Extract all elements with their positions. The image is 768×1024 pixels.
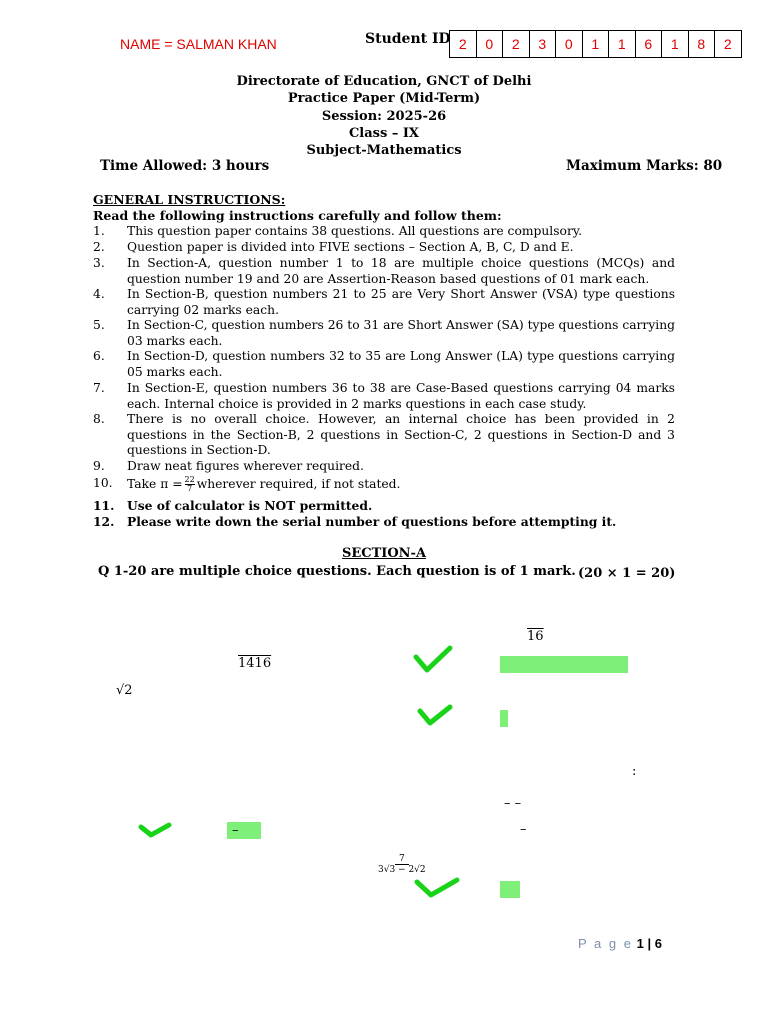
instruction-item [93,287,675,318]
instruction-item [93,256,675,287]
header-class: Class – IX [348,125,420,141]
instruction-text: Draw neat figures wherever required. [127,459,364,473]
instruction-item [93,459,675,475]
student-id-label: Student ID [365,31,451,47]
instruction-text: In Section-A, question number 1 to 18 are multiple choice questions (MCQs) and question number 19 and 20 are Assertion-Reason based questions of 01 mark each. [127,256,675,286]
student-id-digit: 8 [689,31,716,57]
instruction-text: In Section-D, question numbers 32 to 35 are Long Answer (LA) type questions carrying 05 marks each. [127,349,675,379]
instruction-number: 6. [93,349,105,363]
student-id-digit: 2 [503,31,530,57]
colon-fragment: : [632,764,637,779]
instruction-text: Use of calculator is NOT permitted. [127,498,373,513]
dash-fragment: – [520,822,527,837]
instruction-item [93,224,675,240]
answer-highlight [500,710,508,727]
instruction-number: 2. [93,240,105,254]
page-separator: | [647,936,652,951]
student-id-digit: 1 [583,31,610,57]
instruction-number: 7. [93,381,105,395]
overline-fragment-16: 16 [527,629,544,644]
student-id-digit: 3 [530,31,557,57]
answer-highlight [500,656,628,673]
instruction-text: Question paper is divided into FIVE sections – Section A, B, C, D and E. [127,240,574,254]
pi-prefix: Take π = [127,477,183,491]
instructions-title: GENERAL INSTRUCTIONS: [93,192,286,207]
check-mark-icon [138,821,172,841]
dash-fragment: – – [504,796,522,811]
fraction-numerator: 7 [395,854,409,865]
student-name: NAME = SALMAN KHAN [120,36,277,52]
student-id-digit: 1 [609,31,636,57]
instruction-number: 3. [93,256,105,270]
header-session: Session: 2025-26 [321,108,447,124]
instruction-item [93,476,675,493]
pi-suffix: wherever required, if not stated. [196,477,401,491]
section-subtitle: Q 1-20 are multiple choice questions. Each question is of 1 mark. [98,564,576,579]
student-id-digit: 1 [662,31,689,57]
student-id-digit: 2 [723,36,732,52]
header-subject: Subject-Mathematics [306,143,462,159]
instruction-text [127,476,675,493]
instruction-item [93,381,675,412]
instruction-item [93,412,675,459]
instruction-number: 1. [93,224,105,238]
maximum-marks: Maximum Marks: 80 [566,158,723,174]
instruction-number: 8. [93,412,105,426]
pi-fraction [185,476,195,493]
instruction-number: 9. [93,459,105,473]
student-id-boxes [449,30,742,58]
page-footer [578,936,662,951]
overline-fragment-1416: 1416 [238,656,272,671]
student-id-digit: 2 [450,31,477,57]
section-marks: (20 × 1 = 20) [578,566,676,581]
instruction-text: In Section-C, question numbers 26 to 31 are Short Answer (SA) type questions carrying 03 marks each. [127,318,675,348]
fraction-fragment [378,846,426,875]
page-total: 6 [654,936,662,951]
instruction-number: 12. [93,514,115,529]
instruction-number: 4. [93,287,105,301]
instruction-item [93,514,675,530]
check-mark-icon [417,701,453,729]
instruction-number: 5. [93,318,105,332]
student-id-digit: 6 [636,31,663,57]
sqrt-fragment: √2 [116,683,133,698]
instruction-number: 11. [93,498,115,513]
student-id-digit: 0 [556,31,583,57]
fraction [378,854,426,875]
instruction-text: There is no overall choice. However, an internal choice has been provided in 2 questions in the Section-B, 2 questions in Section-C, 2 questions in Section-D and 3 questions in Section-D. [127,412,675,458]
student-id-digit: 0 [477,31,504,57]
section-title: SECTION-A [341,546,427,561]
time-allowed: Time Allowed: 3 hours [100,158,270,174]
instruction-item [93,349,675,380]
instruction-text: In Section-E, question numbers 36 to 38 are Case-Based questions carrying 04 marks each. Internal choice is provided in 2 marks questions in each case study. [127,381,675,411]
header-directorate: Directorate of Education, GNCT of Delhi [236,74,532,89]
instruction-text: Please write down the serial number of questions before attempting it. [127,514,617,529]
check-mark-icon [414,874,460,900]
fraction-denominator: 3√3 − 2√2 [378,865,426,875]
page-number: 1 [636,936,644,951]
instruction-item [93,240,675,256]
instruction-text: This question paper contains 38 questions. All questions are compulsory. [127,224,583,238]
answer-highlight [500,881,520,898]
instruction-item [93,318,675,349]
instruction-item [93,498,675,514]
paper-header [0,73,768,159]
check-mark-icon [412,643,454,675]
instructions-lead: Read the following instructions carefully and follow them: [93,208,502,223]
header-paper: Practice Paper (Mid-Term) [287,91,481,107]
instruction-number: 10. [93,476,113,490]
page-label: P a g e [578,936,633,951]
dash-fragment: – [232,823,239,838]
answer-highlight [227,822,261,839]
pi-numerator: 22 [184,475,195,484]
pi-denominator: 7 [187,484,193,493]
instruction-text: In Section-B, question numbers 21 to 25 are Very Short Answer (VSA) type questions carrying 02 marks each. [127,287,675,317]
